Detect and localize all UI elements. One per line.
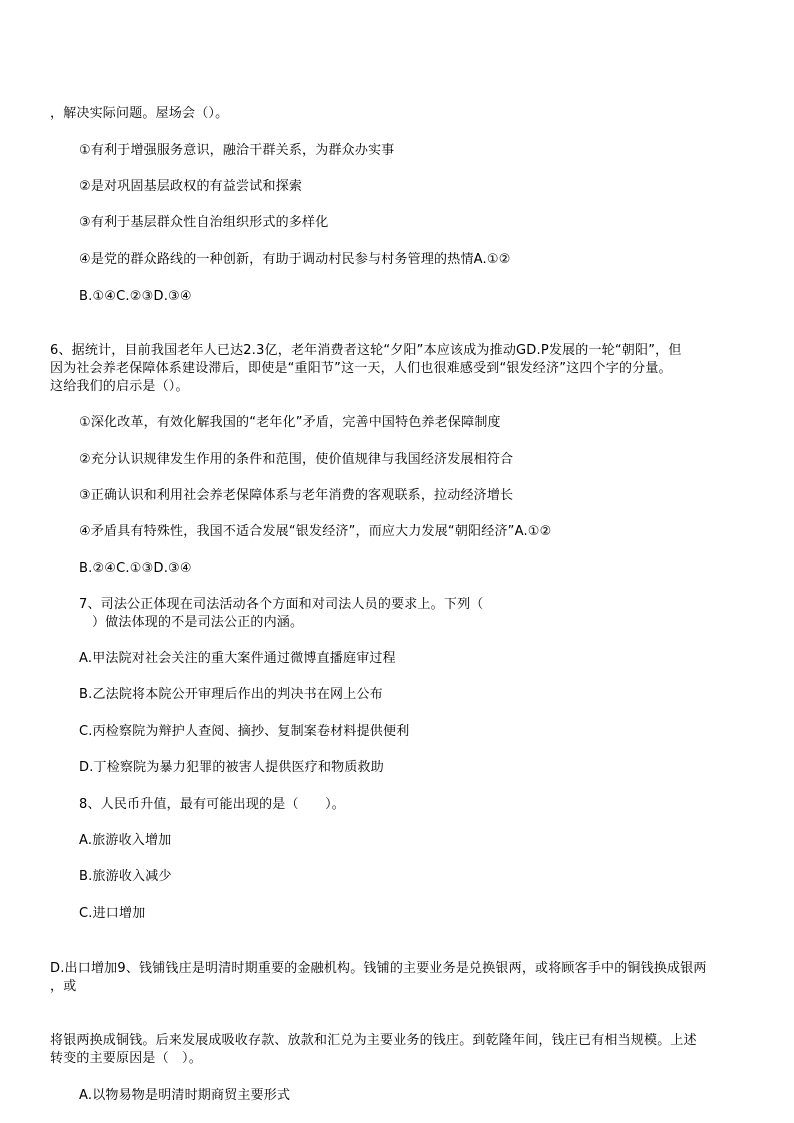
q6-stem-line-1: 6、据统计，目前我国老年人已达2.3亿，老年消费者这轮“夕阳”本应该成为推动GD.P发展的一轮“朝阳”，但 [50,343,682,358]
q7-stem-line-1: 7、司法公正体现在司法活动各个方面和对司法人员的要求上。下列（ [79,597,484,612]
q6-stem-line-2: 因为社会养老保障体系建设滞后，即使是“重阳节”这一天，人们也很难感受到“银发经济”这四个字的分量。 [50,361,672,376]
q9-option-a: A.以物易物是明清时期商贸主要形式 [79,1088,291,1103]
q8-option-a: A.旅游收入增加 [79,833,172,848]
q6-statement-4-option-a: ④矛盾具有特殊性，我国不适合发展“银发经济”，而应大力发展“朝阳经济”A.①② [79,524,552,539]
q7-stem-line-2: ）做法体现的不是司法公正的内涵。 [92,615,304,630]
q5-options-bcd: B.①④C.②③D.③④ [79,289,192,304]
q8-option-c: C.进口增加 [79,906,146,921]
q5-statement-4-option-a: ④是党的群众路线的一种创新，有助于调动村民参与村务管理的热情A.①② [79,252,511,267]
q6-options-bcd: B.②④C.①③D.③④ [79,561,192,576]
q9-stem-line-3: 转变的主要原因是（ ）。 [50,1051,202,1066]
q8-stem: 8、人民币升值，最有可能出现的是（ ）。 [79,797,345,812]
q5-statement-1: ①有利于增强服务意识，融洽干群关系，为群众办实事 [79,143,395,158]
q5-statement-2: ②是对巩固基层政权的有益尝试和探索 [79,179,303,194]
q7-option-d: D.丁检察院为暴力犯罪的被害人提供医疗和物质救助 [79,760,384,775]
q8-option-b: B.旅游收入减少 [79,869,172,884]
q5-stem-tail: ，解决实际问题。屋场会（）。 [50,106,229,121]
q9-stem-line-2: 将银两换成铜钱。后来发展成吸收存款、放款和汇兑为主要业务的钱庄。到乾隆年间，钱庄已有相当规模。上述 [50,1033,697,1048]
q6-statement-3: ③正确认识和利用社会养老保障体系与老年消费的客观联系，拉动经济增长 [79,488,514,503]
q5-statement-3: ③有利于基层群众性自治组织形式的多样化 [79,215,329,230]
q6-stem-line-3: 这给我们的启示是（）。 [50,379,189,394]
q6-statement-1: ①深化改革，有效化解我国的“老年化”矛盾，完善中国特色养老保障制度 [79,415,501,430]
q7-option-c: C.丙检察院为辩护人查阅、摘抄、复制案卷材料提供便利 [79,724,410,739]
q6-statement-2: ②充分认识规律发生作用的条件和范围，使价值规律与我国经济发展相符合 [79,452,514,467]
q7-option-a: A.甲法院对社会关注的重大案件通过微博直播庭审过程 [79,651,396,666]
q9-stem-continuation: ，或 [50,979,77,994]
q8-option-d-q9-stem: D.出口增加9、钱铺钱庄是明清时期重要的金融机构。钱铺的主要业务是兑换银两，或将顾客手中的铜钱换成银两 [50,961,707,976]
q7-option-b: B.乙法院将本院公开审理后作出的判决书在网上公布 [79,687,383,702]
